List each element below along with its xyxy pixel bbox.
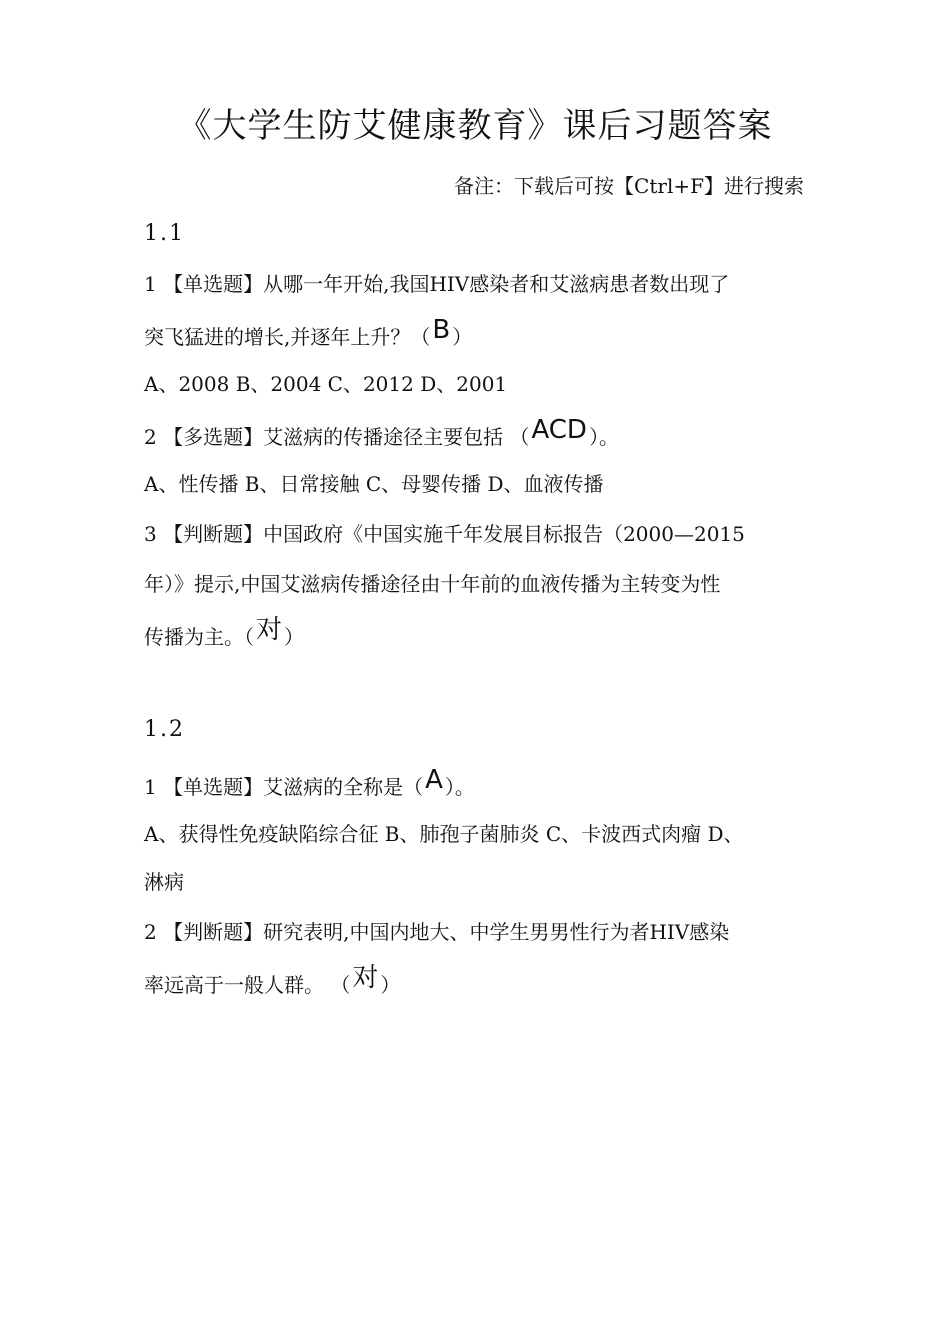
question-text-part: 传播为主。（ xyxy=(144,625,254,649)
answer-mark: ACD xyxy=(531,415,587,445)
answer-options: A、2008 B、2004 C、2012 D、2001 xyxy=(144,372,508,396)
answer-mark: 对 xyxy=(352,963,379,993)
answer-options: A、性传播 B、日常接触 C、母婴传播 D、血液传播 xyxy=(144,472,604,496)
document-title: 《大学生防艾健康教育》课后习题答案 xyxy=(177,106,773,146)
answer-options: 淋病 xyxy=(144,870,184,894)
question-text: 3 【判断题】中国政府《中国实施千年发展目标报告（2000—2015 xyxy=(144,522,745,546)
question-text-part: 率远高于一般人群。 （ xyxy=(144,973,351,997)
question-text: 年）》提示,中国艾滋病传播途径由十年前的血液传播为主转变为性 xyxy=(144,572,721,596)
question-text-part: 突飞猛进的增长,并逐年上升？（ xyxy=(144,325,431,349)
question-text xyxy=(144,415,619,453)
answer-options: A、获得性免疫缺陷综合征 B、肺孢子菌肺炎 C、卡波西式肉瘤 D、 xyxy=(144,822,744,846)
question-text: 1 【单选题】从哪一年开始,我国HIV感染者和艾滋病患者数出现了 xyxy=(144,272,730,296)
question-text-part: ） xyxy=(380,973,401,997)
question-text xyxy=(144,963,401,1001)
search-note: 备注：下载后可按【Ctrl+F】进行搜索 xyxy=(454,174,804,198)
question-text xyxy=(144,615,305,653)
question-text-part: ）。 xyxy=(588,425,619,449)
section-heading-1-2: 1.2 xyxy=(144,717,185,742)
answer-mark: A xyxy=(425,765,443,795)
question-text-part: 2 【多选题】艾滋病的传播途径主要包括 （ xyxy=(144,425,530,449)
question-text: 2 【判断题】研究表明,中国内地大、中学生男男性行为者HIV感染 xyxy=(144,920,730,944)
question-text-part: ） xyxy=(284,625,305,649)
question-text-part: ） xyxy=(452,325,473,349)
answer-mark: 对 xyxy=(256,615,283,645)
section-heading-1-1: 1.1 xyxy=(144,221,185,246)
question-text-part: ）。 xyxy=(444,775,475,799)
question-text-part: 1 【单选题】艾滋病的全称是（ xyxy=(144,775,424,799)
question-text xyxy=(144,315,473,353)
question-text xyxy=(144,765,475,803)
answer-mark: B xyxy=(432,315,451,345)
